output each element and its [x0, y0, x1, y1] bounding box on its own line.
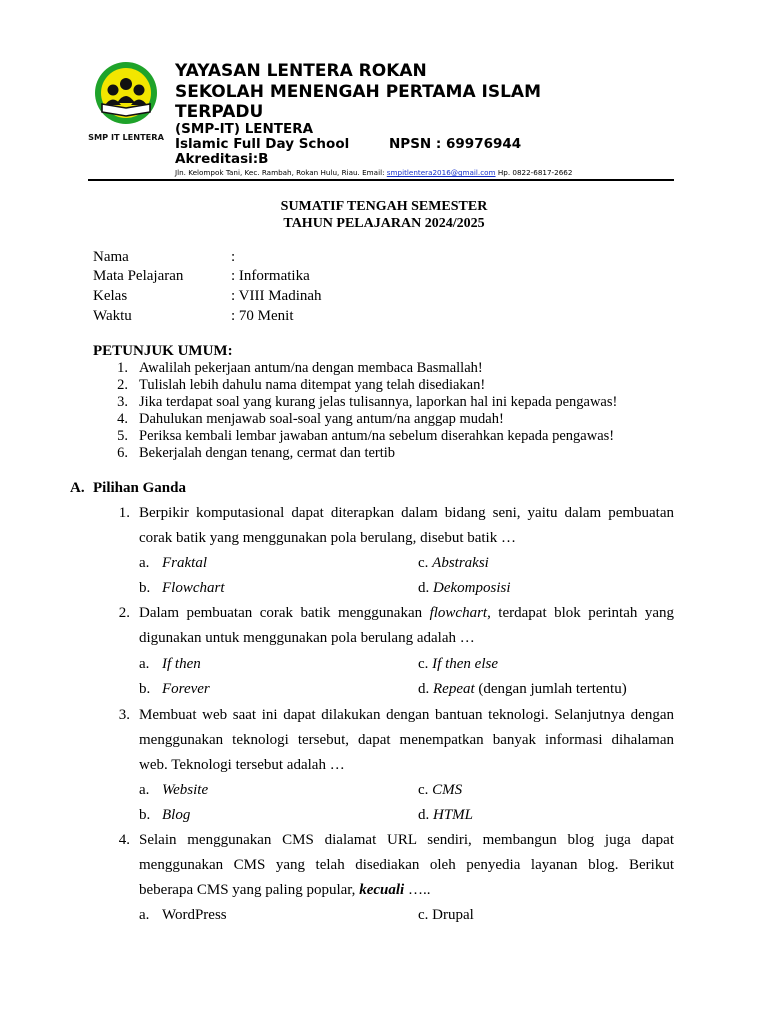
foundation-name: YAYASAN LENTERA ROKAN: [175, 61, 427, 81]
school-logo: [88, 60, 164, 144]
instruction-item: Dahulukan menjawab soal-soal yang antum/na anggap mudah!: [139, 411, 504, 427]
instruction-number: 6.: [117, 445, 128, 461]
question-text-part: beberapa CMS yang paling popular,: [139, 882, 360, 898]
option-text-d: Dekomposisi: [433, 580, 511, 596]
option-letter-c: c.: [418, 656, 433, 672]
question-text-emphasis: kecuali: [359, 882, 405, 898]
option-c: [418, 656, 498, 673]
npsn: NPSN : 69976944: [389, 136, 522, 152]
option-letter-d: d.: [418, 681, 433, 697]
option-letter-a: a.: [139, 555, 150, 571]
option-text-a: WordPress: [162, 907, 227, 923]
option-c: [418, 555, 489, 572]
option-letter-a: a.: [139, 907, 150, 923]
school-type: Islamic Full Day School: [175, 136, 350, 152]
option-d: [418, 807, 473, 824]
option-text-b: Forever: [162, 681, 210, 697]
school-abbr: (SMP-IT) LENTERA: [175, 121, 314, 137]
instruction-item: Tulislah lebih dahulu nama ditempat yang telah disediakan!: [139, 377, 486, 393]
question-text-line: [139, 605, 674, 622]
option-text-c: Drupal: [432, 907, 474, 923]
option-c: [418, 907, 474, 924]
identity-value-class: : VIII Madinah: [231, 288, 322, 304]
identity-value-time: : 70 Menit: [231, 308, 294, 324]
option-d: [418, 580, 511, 597]
option-letter-a: a.: [139, 656, 150, 672]
option-text-b: Flowchart: [162, 580, 225, 596]
question-text-part: , terdapat blok perintah yang: [487, 605, 674, 621]
option-c: [418, 782, 462, 799]
option-text-d: HTML: [433, 807, 474, 823]
logo-figure-left: [108, 85, 119, 96]
question-text-part: Dalam pembuatan corak batik menggunakan: [139, 605, 430, 621]
instruction-number: 4.: [117, 411, 128, 427]
option-letter-c: c.: [418, 555, 433, 571]
section-title: Pilihan Ganda: [93, 480, 186, 496]
question-number: 2.: [118, 605, 130, 621]
option-text-c: If then else: [432, 656, 498, 672]
instruction-number: 2.: [117, 377, 128, 393]
logo-text: SMP IT LENTERA: [88, 132, 164, 142]
option-text-a: Fraktal: [162, 555, 207, 571]
option-text-a: If then: [162, 656, 201, 672]
option-text-c: Abstraksi: [432, 555, 489, 571]
question-number: 4.: [118, 832, 130, 848]
school-name-line2: TERPADU: [175, 102, 264, 122]
identity-label-name: Nama: [93, 249, 129, 265]
question-text-line: Membuat web saat ini dapat dilakukan dengan bantuan teknologi. Selanjutnya dengan: [139, 707, 674, 723]
option-letter-d: d.: [418, 807, 433, 823]
section-letter: A.: [70, 480, 85, 496]
option-letter-b: b.: [139, 580, 151, 596]
logo-figure-center: [120, 78, 132, 90]
identity-value-subject: : Informatika: [231, 268, 310, 284]
question-text-line: digunakan untuk menggunakan pola berulang adalah …: [139, 630, 475, 646]
instructions-heading: PETUNJUK UMUM:: [93, 343, 233, 359]
question-number: 3.: [118, 707, 130, 723]
instruction-item: Periksa kembali lembar jawaban antum/na sebelum diserahkan kepada pengawas!: [139, 428, 615, 444]
option-letter-a: a.: [139, 782, 150, 798]
option-text-b: Blog: [162, 807, 191, 823]
instruction-number: 3.: [117, 394, 128, 410]
identity-label-class: Kelas: [93, 288, 128, 304]
instruction-number: 5.: [117, 428, 128, 444]
identity-label-time: Waktu: [93, 308, 132, 324]
question-text-line: menggunakan CMS yang telah disediakan oleh penyedia layanan blog. Berikut: [139, 857, 674, 873]
question-text-emphasis: flowchart: [429, 605, 488, 621]
option-text-a: Website: [162, 782, 209, 798]
school-name-line1: SEKOLAH MENENGAH PERTAMA ISLAM: [175, 82, 542, 102]
option-letter-c: c.: [418, 782, 433, 798]
question-text-line: Selain menggunakan CMS dialamat URL sendiri, membangun blog juga dapat: [139, 832, 674, 848]
instruction-item: Bekerjalah dengan tenang, cermat dan tertib: [139, 445, 396, 461]
question-text-line: corak batik yang menggunakan pola berulang, disebut batik …: [139, 530, 516, 546]
question-text-line: Berpikir komputasional dapat diterapkan dalam bidang seni, yaitu dalam pembuatan: [139, 505, 674, 521]
exam-title: SUMATIF TENGAH SEMESTER: [280, 199, 488, 214]
accreditation: Akreditasi:B: [175, 151, 269, 167]
question-text-line: menggunakan teknologi tersebut, dapat menempatkan banyak informasi dihalaman: [139, 732, 674, 748]
question-text-part: …..: [404, 882, 431, 898]
option-letter-b: b.: [139, 681, 151, 697]
option-letter-d: d.: [418, 580, 433, 596]
option-letter-b: b.: [139, 807, 151, 823]
email-link[interactable]: smpitlentera2016@gmail.com: [386, 168, 496, 177]
phone-text: Hp. 0822-6817-2662: [495, 168, 573, 177]
option-d: [418, 681, 627, 698]
instruction-item: Jika terdapat soal yang kurang jelas tulisannya, laporkan hal ini kepada pengawas!: [139, 394, 618, 410]
letterhead-rule: [88, 179, 674, 181]
instruction-number: 1.: [117, 360, 128, 376]
option-text-d: Repeat: [433, 681, 475, 697]
question-number: 1.: [118, 505, 130, 521]
question-text-line: web. Teknologi tersebut adalah …: [139, 757, 345, 773]
question-text-line: [139, 882, 674, 899]
option-text-d-rest: (dengan jumlah tertentu): [474, 681, 627, 697]
identity-value-name: :: [231, 249, 236, 265]
academic-year: TAHUN PELAJARAN 2024/2025: [283, 216, 485, 231]
option-letter-c: c.: [418, 907, 433, 923]
logo-figure-right: [134, 85, 145, 96]
address-text: Jln. Kelompok Tani, Kec. Rambah, Rokan Hulu, Riau. Email:: [175, 168, 387, 177]
option-text-c: CMS: [432, 782, 463, 798]
instruction-item: Awalilah pekerjaan antum/na dengan membaca Basmallah!: [139, 360, 483, 376]
school-address: [175, 168, 572, 177]
identity-label-subject: Mata Pelajaran: [93, 268, 184, 284]
